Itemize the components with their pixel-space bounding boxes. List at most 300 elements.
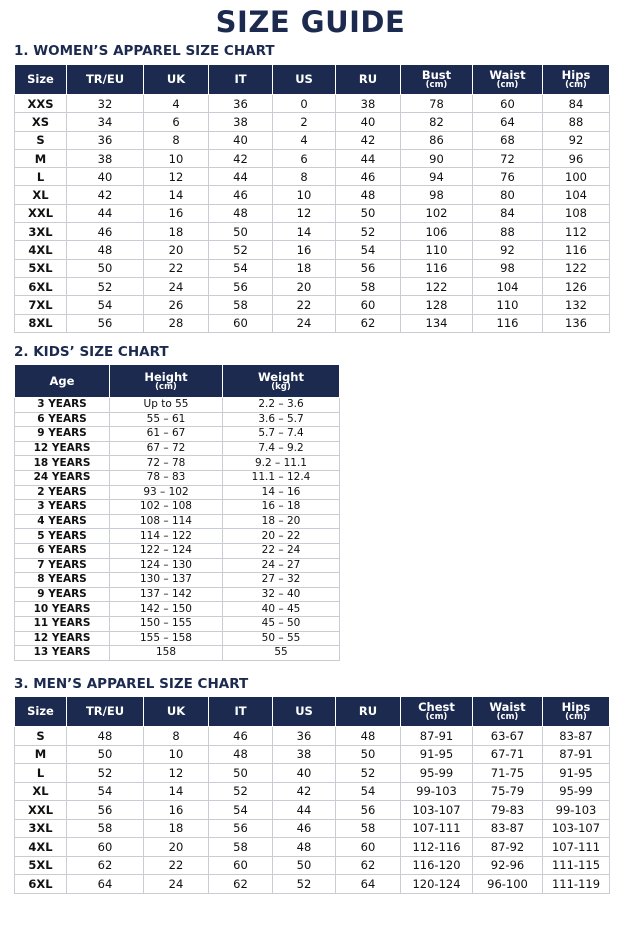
row-label-cell: S [15, 131, 67, 149]
table-cell: 4 [144, 95, 209, 113]
table-cell: 48 [273, 838, 336, 857]
table-row [15, 616, 340, 631]
table-cell: 3.6 – 5.7 [223, 412, 340, 427]
table-cell: 87-91 [543, 745, 610, 764]
table-cell: 20 [144, 241, 209, 259]
table-cell: 58 [67, 819, 144, 838]
table-cell: 48 [336, 727, 401, 746]
kids-column-header [110, 365, 223, 398]
table-cell: 96 [543, 149, 610, 167]
table-cell: 92 [473, 241, 543, 259]
table-cell: 46 [67, 223, 144, 241]
table-cell: 54 [336, 241, 401, 259]
table-cell: 40 [273, 764, 336, 783]
table-cell: 63-67 [473, 727, 543, 746]
table-cell: 44 [336, 149, 401, 167]
table-cell: 18 [144, 223, 209, 241]
table-cell: 87-92 [473, 838, 543, 857]
men-column-header [336, 697, 401, 727]
table-cell: 64 [67, 875, 144, 894]
table-cell: 50 [209, 223, 273, 241]
table-row [15, 646, 340, 661]
row-label-cell: 5XL [15, 856, 67, 875]
row-label-cell: 6 YEARS [15, 543, 110, 558]
table-cell: 87-91 [401, 727, 473, 746]
table-cell: 60 [209, 314, 273, 332]
column-header-label: IT [234, 704, 247, 719]
kids-size-table [14, 364, 340, 661]
table-cell: 44 [209, 168, 273, 186]
table-cell: 50 [67, 259, 144, 277]
table-cell: 16 – 18 [223, 500, 340, 515]
row-label-cell: 13 YEARS [15, 646, 110, 661]
table-cell: 38 [209, 113, 273, 131]
table-cell: 14 [144, 186, 209, 204]
table-cell: 52 [209, 241, 273, 259]
table-cell: 116 [401, 259, 473, 277]
men-column-header [144, 697, 209, 727]
table-cell: 10 [144, 149, 209, 167]
table-cell: 27 – 32 [223, 573, 340, 588]
table-row [15, 819, 610, 838]
table-cell: 48 [67, 241, 144, 259]
table-cell: 18 [273, 259, 336, 277]
row-label-cell: 12 YEARS [15, 631, 110, 646]
table-cell: 136 [543, 314, 610, 332]
table-cell: 56 [336, 801, 401, 820]
row-label-cell: 5 YEARS [15, 529, 110, 544]
table-cell: 60 [67, 838, 144, 857]
table-cell: 38 [67, 149, 144, 167]
row-label-cell: XXL [15, 801, 67, 820]
table-row [15, 95, 610, 113]
row-label-cell: 6 YEARS [15, 412, 110, 427]
table-row [15, 558, 340, 573]
table-row [15, 801, 610, 820]
table-row [15, 485, 340, 500]
table-cell: 116 [543, 241, 610, 259]
column-header-label: TR/EU [85, 704, 125, 719]
kids-column-header [223, 365, 340, 398]
table-row [15, 782, 610, 801]
row-label-cell: XXL [15, 204, 67, 222]
table-cell: 86 [401, 131, 473, 149]
table-cell: 48 [209, 745, 273, 764]
table-cell: 16 [273, 241, 336, 259]
table-cell: 80 [473, 186, 543, 204]
column-header-unit: (cm) [425, 712, 448, 723]
table-cell: 8 [144, 727, 209, 746]
table-cell: 107-111 [543, 838, 610, 857]
row-label-cell: XL [15, 186, 67, 204]
row-label-cell: M [15, 745, 67, 764]
table-cell: 20 – 22 [223, 529, 340, 544]
table-cell: 92-96 [473, 856, 543, 875]
table-cell: 99-103 [401, 782, 473, 801]
men-column-header [401, 697, 473, 727]
column-header-label: Hips [561, 700, 591, 714]
men-column-header [209, 697, 273, 727]
table-row [15, 587, 340, 602]
table-cell: 7.4 – 9.2 [223, 441, 340, 456]
table-cell: 55 – 61 [110, 412, 223, 427]
table-cell: 16 [144, 204, 209, 222]
column-header-label: Weight [258, 369, 304, 384]
table-cell: 0 [273, 95, 336, 113]
table-cell: 137 – 142 [110, 587, 223, 602]
row-label-cell: 12 YEARS [15, 441, 110, 456]
row-label-cell: XXS [15, 95, 67, 113]
table-cell: 67-71 [473, 745, 543, 764]
table-row [15, 631, 340, 646]
table-cell: 18 – 20 [223, 514, 340, 529]
men-header-row [15, 697, 610, 727]
row-label-cell: M [15, 149, 67, 167]
table-cell: 50 [209, 764, 273, 783]
women-column-header [209, 65, 273, 95]
women-column-header [543, 65, 610, 95]
table-row [15, 204, 610, 222]
table-cell: 42 [273, 782, 336, 801]
row-label-cell: 4XL [15, 838, 67, 857]
table-cell: 52 [209, 782, 273, 801]
table-row [15, 168, 610, 186]
table-cell: 32 – 40 [223, 587, 340, 602]
table-cell: 95-99 [543, 782, 610, 801]
table-cell: 96-100 [473, 875, 543, 894]
table-cell: 36 [67, 131, 144, 149]
women-column-header [336, 65, 401, 95]
row-label-cell: 3XL [15, 223, 67, 241]
women-section-heading: 1. WOMEN’S APPAREL SIZE CHART [14, 43, 275, 59]
men-column-header [67, 697, 144, 727]
table-cell: 44 [67, 204, 144, 222]
table-cell: 62 [209, 875, 273, 894]
table-cell: 52 [273, 875, 336, 894]
table-cell: 40 – 45 [223, 602, 340, 617]
row-label-cell: 5XL [15, 259, 67, 277]
table-cell: 88 [543, 113, 610, 131]
column-header-unit: (cm) [425, 80, 448, 91]
men-column-header [473, 697, 543, 727]
table-cell: 10 [273, 186, 336, 204]
column-header-unit: (cm) [565, 712, 587, 723]
column-header-label: Height [144, 369, 188, 384]
table-row [15, 856, 610, 875]
table-cell: 58 [336, 277, 401, 295]
table-cell: 62 [67, 856, 144, 875]
table-cell: 155 – 158 [110, 631, 223, 646]
table-cell: 110 [401, 241, 473, 259]
men-column-header [15, 697, 67, 727]
table-cell: 12 [144, 764, 209, 783]
table-cell: 22 [144, 259, 209, 277]
table-cell: 92 [543, 131, 610, 149]
table-row [15, 314, 610, 332]
table-cell: 46 [336, 168, 401, 186]
table-cell: 116-120 [401, 856, 473, 875]
table-row [15, 470, 340, 485]
table-cell: 124 – 130 [110, 558, 223, 573]
row-label-cell: 4 YEARS [15, 514, 110, 529]
row-label-cell: 4XL [15, 241, 67, 259]
table-row [15, 875, 610, 894]
table-row [15, 745, 610, 764]
table-cell: 8 [144, 131, 209, 149]
table-cell: 42 [67, 186, 144, 204]
table-cell: 54 [336, 782, 401, 801]
column-header-label: IT [234, 72, 247, 87]
row-label-cell: 8XL [15, 314, 67, 332]
women-column-header [273, 65, 336, 95]
table-cell: 22 [144, 856, 209, 875]
table-row [15, 223, 610, 241]
table-cell: 130 – 137 [110, 573, 223, 588]
table-cell: 75-79 [473, 782, 543, 801]
table-cell: 52 [67, 277, 144, 295]
table-cell: 122 – 124 [110, 543, 223, 558]
table-cell: 78 – 83 [110, 470, 223, 485]
row-label-cell: 8 YEARS [15, 573, 110, 588]
table-cell: 91-95 [401, 745, 473, 764]
table-cell: 122 [543, 259, 610, 277]
column-header-label: Waist [489, 700, 526, 714]
table-cell: 4 [273, 131, 336, 149]
table-cell: 108 – 114 [110, 514, 223, 529]
table-cell: 14 – 16 [223, 485, 340, 500]
table-cell: 40 [209, 131, 273, 149]
column-header-label: UK [166, 704, 186, 719]
table-row [15, 838, 610, 857]
table-cell: 24 [144, 875, 209, 894]
table-row [15, 573, 340, 588]
table-row [15, 398, 340, 413]
column-header-unit: (kg) [271, 381, 291, 392]
table-cell: 48 [336, 186, 401, 204]
column-header-unit: (cm) [496, 80, 519, 91]
table-cell: 56 [209, 277, 273, 295]
table-cell: 5.7 – 7.4 [223, 427, 340, 442]
table-cell: 83-87 [543, 727, 610, 746]
row-label-cell: 9 YEARS [15, 587, 110, 602]
column-header-label: US [295, 704, 313, 719]
table-cell: 28 [144, 314, 209, 332]
table-cell: 58 [336, 819, 401, 838]
table-row [15, 113, 610, 131]
row-label-cell: 6XL [15, 277, 67, 295]
row-label-cell: 7 YEARS [15, 558, 110, 573]
row-label-cell: XL [15, 782, 67, 801]
table-cell: 54 [209, 259, 273, 277]
table-cell: 90 [401, 149, 473, 167]
table-row [15, 259, 610, 277]
table-cell: 103-107 [543, 819, 610, 838]
table-cell: 103-107 [401, 801, 473, 820]
table-cell: 20 [273, 277, 336, 295]
table-cell: 54 [209, 801, 273, 820]
table-row [15, 441, 340, 456]
table-cell: 6 [144, 113, 209, 131]
table-cell: 62 [336, 856, 401, 875]
row-label-cell: S [15, 727, 67, 746]
men-column-header [543, 697, 610, 727]
table-cell: 56 [67, 314, 144, 332]
table-cell: 94 [401, 168, 473, 186]
table-cell: 20 [144, 838, 209, 857]
table-cell: 52 [67, 764, 144, 783]
table-cell: 104 [543, 186, 610, 204]
table-cell: 64 [473, 113, 543, 131]
table-cell: 107-111 [401, 819, 473, 838]
table-cell: 12 [273, 204, 336, 222]
table-cell: 88 [473, 223, 543, 241]
table-cell: 40 [336, 113, 401, 131]
table-cell: 60 [209, 856, 273, 875]
table-cell: 52 [336, 223, 401, 241]
table-cell: 64 [336, 875, 401, 894]
table-cell: 61 – 67 [110, 427, 223, 442]
table-cell: 72 [473, 149, 543, 167]
table-cell: 2 [273, 113, 336, 131]
kids-header-row [15, 365, 340, 398]
table-cell: 110 [473, 296, 543, 314]
table-cell: 45 – 50 [223, 616, 340, 631]
table-cell: 108 [543, 204, 610, 222]
table-cell: 122 [401, 277, 473, 295]
table-cell: 158 [110, 646, 223, 661]
row-label-cell: 9 YEARS [15, 427, 110, 442]
column-header-label: Waist [489, 68, 526, 82]
table-cell: 34 [67, 113, 144, 131]
table-cell: 12 [144, 168, 209, 186]
table-cell: 56 [336, 259, 401, 277]
row-label-cell: 3 YEARS [15, 398, 110, 413]
table-row [15, 543, 340, 558]
table-cell: 22 – 24 [223, 543, 340, 558]
table-cell: 2.2 – 3.6 [223, 398, 340, 413]
table-cell: 50 [67, 745, 144, 764]
table-cell: 71-75 [473, 764, 543, 783]
column-header-label: Hips [561, 68, 591, 82]
table-row [15, 500, 340, 515]
table-cell: 46 [209, 727, 273, 746]
table-cell: 128 [401, 296, 473, 314]
table-cell: 54 [67, 296, 144, 314]
table-cell: 6 [273, 149, 336, 167]
table-cell: 114 – 122 [110, 529, 223, 544]
table-cell: 50 – 55 [223, 631, 340, 646]
table-cell: 62 [336, 314, 401, 332]
table-cell: 111-115 [543, 856, 610, 875]
table-cell: 38 [273, 745, 336, 764]
table-cell: 83-87 [473, 819, 543, 838]
women-header-row [15, 65, 610, 95]
table-cell: 106 [401, 223, 473, 241]
table-cell: 112 [543, 223, 610, 241]
row-label-cell: 3 YEARS [15, 500, 110, 515]
table-cell: 102 [401, 204, 473, 222]
row-label-cell: 11 YEARS [15, 616, 110, 631]
row-label-cell: L [15, 168, 67, 186]
women-column-header [401, 65, 473, 95]
table-cell: 82 [401, 113, 473, 131]
men-size-table [14, 696, 610, 894]
table-row [15, 186, 610, 204]
table-cell: 58 [209, 838, 273, 857]
table-cell: 112-116 [401, 838, 473, 857]
women-size-table [14, 64, 610, 333]
table-cell: 50 [336, 204, 401, 222]
table-row [15, 514, 340, 529]
table-row [15, 456, 340, 471]
women-column-header [15, 65, 67, 95]
table-row [15, 764, 610, 783]
table-cell: 14 [273, 223, 336, 241]
table-cell: 9.2 – 11.1 [223, 456, 340, 471]
table-cell: 36 [273, 727, 336, 746]
table-row [15, 529, 340, 544]
table-cell: 116 [473, 314, 543, 332]
table-cell: 55 [223, 646, 340, 661]
kids-column-header [15, 365, 110, 398]
table-cell: 72 – 78 [110, 456, 223, 471]
table-cell: 93 – 102 [110, 485, 223, 500]
table-cell: 79-83 [473, 801, 543, 820]
table-cell: 98 [473, 259, 543, 277]
table-cell: 22 [273, 296, 336, 314]
table-cell: 52 [336, 764, 401, 783]
women-column-header [473, 65, 543, 95]
table-cell: 56 [67, 801, 144, 820]
kids-section-heading: 2. KIDS’ SIZE CHART [14, 344, 169, 360]
column-header-label: UK [166, 72, 186, 87]
table-cell: 99-103 [543, 801, 610, 820]
table-cell: 126 [543, 277, 610, 295]
table-cell: 50 [336, 745, 401, 764]
table-cell: 150 – 155 [110, 616, 223, 631]
table-cell: 98 [401, 186, 473, 204]
table-cell: 46 [209, 186, 273, 204]
table-cell: 48 [67, 727, 144, 746]
table-cell: 120-124 [401, 875, 473, 894]
men-column-header [273, 697, 336, 727]
women-column-header [67, 65, 144, 95]
table-cell: 60 [336, 296, 401, 314]
column-header-label: Age [49, 373, 75, 388]
men-section-heading: 3. MEN’S APPAREL SIZE CHART [14, 676, 249, 692]
table-cell: 14 [144, 782, 209, 801]
table-cell: 16 [144, 801, 209, 820]
page-title: SIZE GUIDE [215, 5, 406, 39]
table-row [15, 149, 610, 167]
table-cell: 32 [67, 95, 144, 113]
table-cell: 24 [144, 277, 209, 295]
row-label-cell: L [15, 764, 67, 783]
table-cell: 100 [543, 168, 610, 186]
table-cell: 11.1 – 12.4 [223, 470, 340, 485]
row-label-cell: 6XL [15, 875, 67, 894]
table-cell: 111-119 [543, 875, 610, 894]
column-header-label: US [295, 72, 313, 87]
table-cell: 76 [473, 168, 543, 186]
row-label-cell: 18 YEARS [15, 456, 110, 471]
table-cell: 26 [144, 296, 209, 314]
table-cell: 54 [67, 782, 144, 801]
column-header-label: Size [27, 704, 54, 719]
table-cell: 44 [273, 801, 336, 820]
table-cell: 102 – 108 [110, 500, 223, 515]
row-label-cell: 2 YEARS [15, 485, 110, 500]
